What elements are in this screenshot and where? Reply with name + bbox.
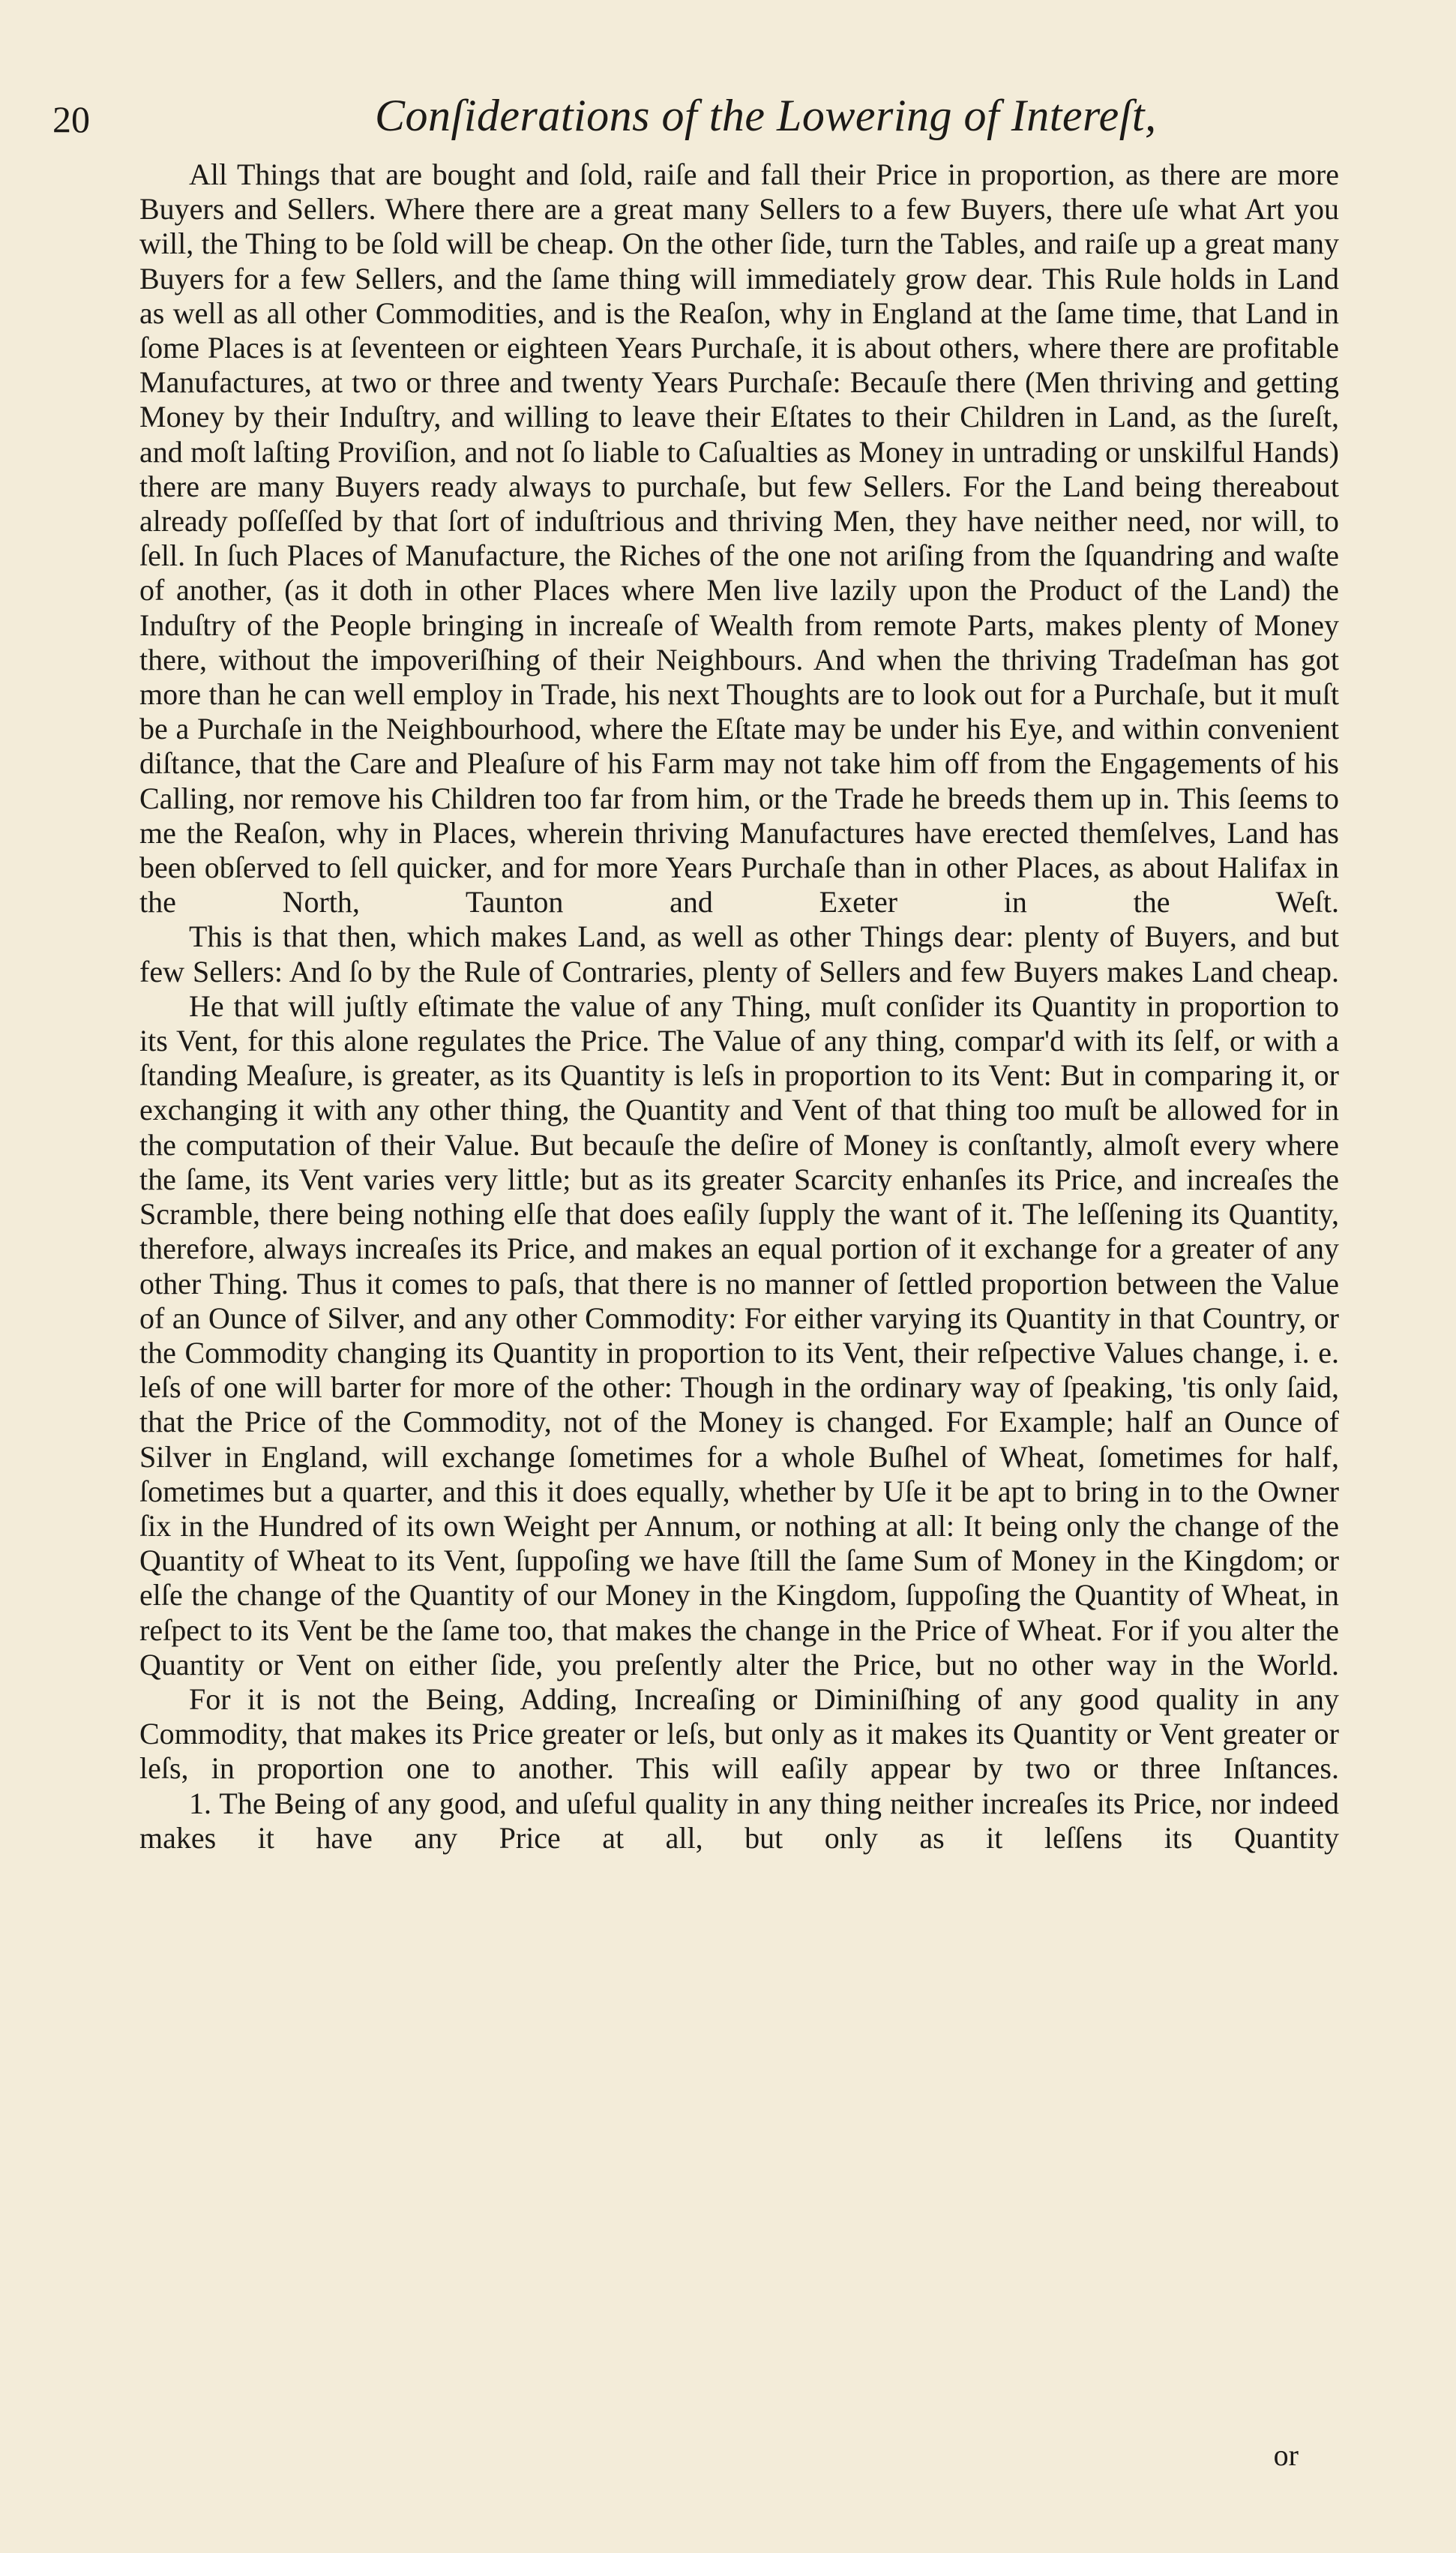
paragraph-land-prices: All Things that are bought and ſold, raiſe and fall their Price in proportion, as there are more Buyers and Sellers. Where there are a great many Sellers to a few Buyers, there uſe what Art you will, the Thing to be ſold will be cheap. On the other ſide, turn the Tables, and raiſe up a great many Buyers for a few Sellers, and the ſame thing will immediately grow dear. This Rule holds in Land as well as all other Commodities, and is the Reaſon, why in England at the ſame time, that Land in ſome Places is at ſeventeen or eighteen Years Purchaſe, it is about others, where there are profitable Manufactures, at two or three and twenty Years Purchaſe: Becauſe there (Men thriving and getting Money by their Induſtry, and willing to leave their Eſtates to their Children in Land, as the ſureſt, and moſt laſting Proviſion, and not ſo liable to Caſualties as Money in untrading or unskilful Hands) there are many Buyers ready always to purchaſe, but few Sellers. For the Land being thereabout already poſſeſſed by that ſort of induſtrious and thriving Men, they have neither need, nor will, to ſell. In ſuch Places of Manufacture, the Riches of the one not ariſing from the ſquandring and waſte of another, (as it doth in other Places where Men live lazily upon the Product of the Land) the Induſtry of the People bringing in increaſe of Wealth from remote Parts, makes plenty of Money there, without the impoveriſhing of their Neighbours. And when the thriving Tradeſman has got more than he can well employ in Trade, his next Thoughts are to look out for a Purchaſe, but it muſt be a Purchaſe in the Neighbourhood, where the Eſtate may be under his Eye, and within convenient diſtance, that the Care and Pleaſure of his Farm may not take him off from the Engagements of his Calling, nor remove his Children too far from him, or the Trade he breeds them up in. This ſeems to me the Reaſon, why in Places, wherein thriving Manufactures have erected themſelves, Land has been obſerved to ſell quicker, and for more Years Purchaſe than in other Places, as about Halifax in the North, Taunton and Exeter in the Weſt. (139, 158, 1339, 920)
page-header (52, 90, 1320, 158)
paragraph-land-dear: This is that then, which makes Land, as well as other Things dear: plenty of Buyers, and but few Sellers: And ſo by the Rule of Contraries, plenty of Sellers and few Buyers makes Land cheap. (139, 920, 1339, 988)
paragraph-quantity-vent: He that will juſtly eſtimate the value of any Thing, muſt conſider its Quantity in proportion to its Vent, for this alone regulates the Price. The Value of any thing, compar'd with its ſelf, or with a ſtanding Meaſure, is greater, as its Quantity is leſs in proportion to its Vent: But in comparing it, or exchanging it with any other thing, the Quantity and Vent of that thing too muſt be allowed for in the computation of their Value. But becauſe the deſire of Money is conſtantly, almoſt every where the ſame, its Vent varies very little; but as its greater Scarcity enhanſes its Price, and increaſes the Scramble, there being nothing elſe that does eaſily ſupply the want of it. The leſſening its Quantity, therefore, always increaſes its Price, and makes an equal portion of it exchange for a greater of any other Thing. Thus it comes to paſs, that there is no manner of ſettled proportion between the Value of an Ounce of Silver, and any other Commodity: For either varying its Quantity in that Country, or the Commodity changing its Quantity in proportion to its Vent, their reſpective Values change, i. e. leſs of one will barter for more of the other: Though in the ordinary way of ſpeaking, 'tis only ſaid, that the Price of the Commodity, not of the Money is changed. For Example; half an Ounce of Silver in England, will exchange ſometimes for a whole Buſhel of Wheat, ſometimes for half, ſometimes but a quarter, and this it does equally, whether by Uſe it be apt to bring in to the Owner ſix in the Hundred of its own Weight per Annum, or nothing at all: It being only the change of the Quantity of Wheat to its Vent, ſuppoſing we have ſtill the ſame Sum of Money in the Kingdom; or elſe the change of the Quantity of our Money in the Kingdom, ſuppoſing the Quantity of Wheat, in reſpect to its Vent be the ſame too, that makes the change in the Price of Wheat. For if you alter the Quantity or Vent on either ſide, you preſently alter the Price, but no other way in the World. (139, 988, 1339, 1682)
paragraph-first-instance: 1. The Being of any good, and uſeful quality in any thing neither increaſes its Price, nor indeed makes it have any Price at all, but only as it leſſens its Quantity (139, 1786, 1339, 1855)
running-head: Conſiderations of the Lowering of Intereſt, (375, 91, 1157, 140)
page-number: 20 (52, 98, 90, 140)
paragraph-good-quality: For it is not the Being, Adding, Increaſing or Diminiſhing of any good quality in any Commodity, that makes its Price greater or leſs, but only as it makes its Quantity or Vent greater or leſs, in proportion one to another. This will eaſily appear by two or three Inſtances. (139, 1682, 1339, 1786)
catchword: or (1273, 2438, 1299, 2472)
body-text (139, 158, 1339, 1856)
